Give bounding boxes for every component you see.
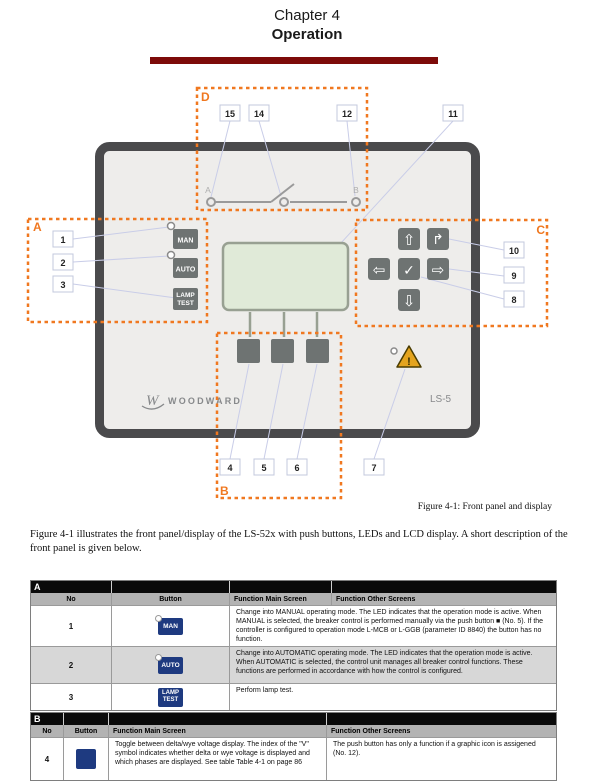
breaker-label-a: A (205, 185, 211, 195)
row-function-text: Change into AUTOMATIC operating mode. The LED indicates that the operation mode is active. When AUTOMATIC is selected, the control unit manages all breaker control functions. These functions are performed in accordance with how the control is configured. (229, 647, 556, 683)
table-a (30, 580, 557, 711)
row-button-cell (111, 684, 229, 710)
callout-11-label: 11 (448, 109, 458, 119)
col-header-no: No (31, 593, 111, 605)
col-header-function-main: Function Main Screen (108, 725, 326, 737)
row-function-other-text: The push button has only a function if a graphic icon is assigened (No. 12). (326, 738, 556, 780)
region-label-b: B (220, 484, 229, 498)
up-arrow-icon: ⇧ (402, 231, 416, 249)
table-a-bar-spacer-2 (229, 581, 331, 593)
region-label-c: C (536, 223, 545, 237)
breaker-label-b: B (353, 185, 359, 195)
check-icon: ✓ (403, 263, 415, 279)
col-header-button: Button (63, 725, 108, 737)
man-button-icon: MAN (158, 618, 183, 635)
lamp-test-label-1: LAMP (176, 292, 195, 299)
row-no: 3 (68, 692, 74, 702)
table-row (31, 683, 556, 710)
table-b-bar-spacer-2 (108, 713, 326, 725)
lcd-display (223, 243, 348, 310)
table-a-bar-spacer-3 (331, 581, 556, 593)
row-no: 2 (68, 660, 74, 670)
table-b-section-bar (31, 713, 556, 725)
callout-6-label: 6 (294, 463, 300, 473)
table-a-bar-spacer-1 (111, 581, 229, 593)
table-a-section-label: A (31, 581, 111, 593)
callout-2-label: 2 (60, 258, 66, 268)
row-button-cell (63, 738, 108, 780)
row-function-text: Perform lamp test. (229, 684, 556, 710)
softkey-2-button (271, 339, 294, 363)
callout-8-label: 8 (511, 295, 517, 305)
right-arrow-icon: ⇨ (431, 261, 445, 279)
softkey-button-icon (76, 749, 96, 769)
auto-button-icon: AUTO (158, 657, 183, 674)
man-led (168, 223, 175, 230)
warning-exclamation: ! (407, 356, 411, 368)
callout-5-label: 5 (261, 463, 267, 473)
col-header-function-other: Function Other Screens (331, 593, 556, 605)
escape-arrow-icon: ↱ (432, 232, 444, 248)
auto-button-label: AUTO (175, 266, 196, 274)
table-b-bar-spacer-1 (63, 713, 108, 725)
col-header-no: No (31, 725, 63, 737)
row-button-cell (111, 647, 229, 683)
figure-caption: Figure 4-1: Front panel and display (417, 502, 552, 512)
row-function-text: Change into MANUAL operating mode. The LED indicates that the operation mode is active. When MANUAL is selected, the breaker control is performed manually via the push button ■ (No. 5). If the controller is configured to operation mode L-MCB or L-GGB (parameter ID 8840) the button has no function. (229, 606, 556, 646)
chapter-heading: Chapter 4 (274, 7, 340, 24)
callout-7-label: 7 (371, 463, 377, 473)
row-function-main-text: Toggle between delta/wye voltage display. The index of the "V" symbol indicates whether delta or wye voltage is displayed and which phases are displayed. See table Table 4-1 on page 86 (108, 738, 326, 780)
lamp-test-button-icon: LAMP TEST (158, 688, 183, 707)
down-arrow-icon: ⇩ (402, 292, 416, 310)
table-b-bar-spacer-3 (326, 713, 556, 725)
table-b (30, 712, 557, 781)
callout-14-label: 14 (253, 109, 265, 119)
col-header-function-main: Function Main Screen (229, 593, 331, 605)
row-button-cell (111, 606, 229, 646)
row-no: 1 (68, 621, 74, 631)
table-a-section-bar (31, 581, 556, 593)
table-row (31, 646, 556, 683)
left-arrow-icon: ⇦ (372, 261, 386, 279)
col-header-function-other: Function Other Screens (326, 725, 556, 737)
region-label-a: A (33, 220, 42, 234)
row-no: 4 (44, 754, 50, 764)
callout-10-label: 10 (508, 246, 520, 256)
led-dot-icon (155, 615, 162, 622)
softkey-3-button (306, 339, 329, 363)
woodward-logo-mark: W (146, 393, 159, 409)
led-dot-icon (155, 654, 162, 661)
woodward-logo: WOODWARD (168, 396, 243, 406)
warning-led (391, 348, 397, 354)
callout-15-label: 15 (224, 109, 236, 119)
callout-1-label: 1 (60, 235, 66, 245)
table-b-section-label: B (31, 713, 63, 725)
softkey-1-button (237, 339, 260, 363)
man-button-label: MAN (177, 237, 194, 245)
model-label: LS-5 (430, 394, 452, 405)
table-a-header-row (31, 593, 556, 605)
lamp-test-label-2: TEST (177, 300, 194, 307)
table-row (31, 605, 556, 646)
callout-4-label: 4 (227, 463, 233, 473)
callout-12-label: 12 (341, 109, 353, 119)
table-row (31, 737, 556, 780)
col-header-button: Button (111, 593, 229, 605)
page-title: Operation (271, 26, 343, 43)
table-b-header-row (31, 725, 556, 737)
region-label-d: D (201, 90, 210, 104)
callout-3-label: 3 (60, 280, 66, 290)
auto-led (168, 252, 175, 259)
callout-9-label: 9 (511, 271, 517, 281)
intro-paragraph: Figure 4-1 illustrates the front panel/display of the LS-52x with push buttons, LEDs and LCD display. A short description of the front panel is given below. (30, 529, 568, 554)
